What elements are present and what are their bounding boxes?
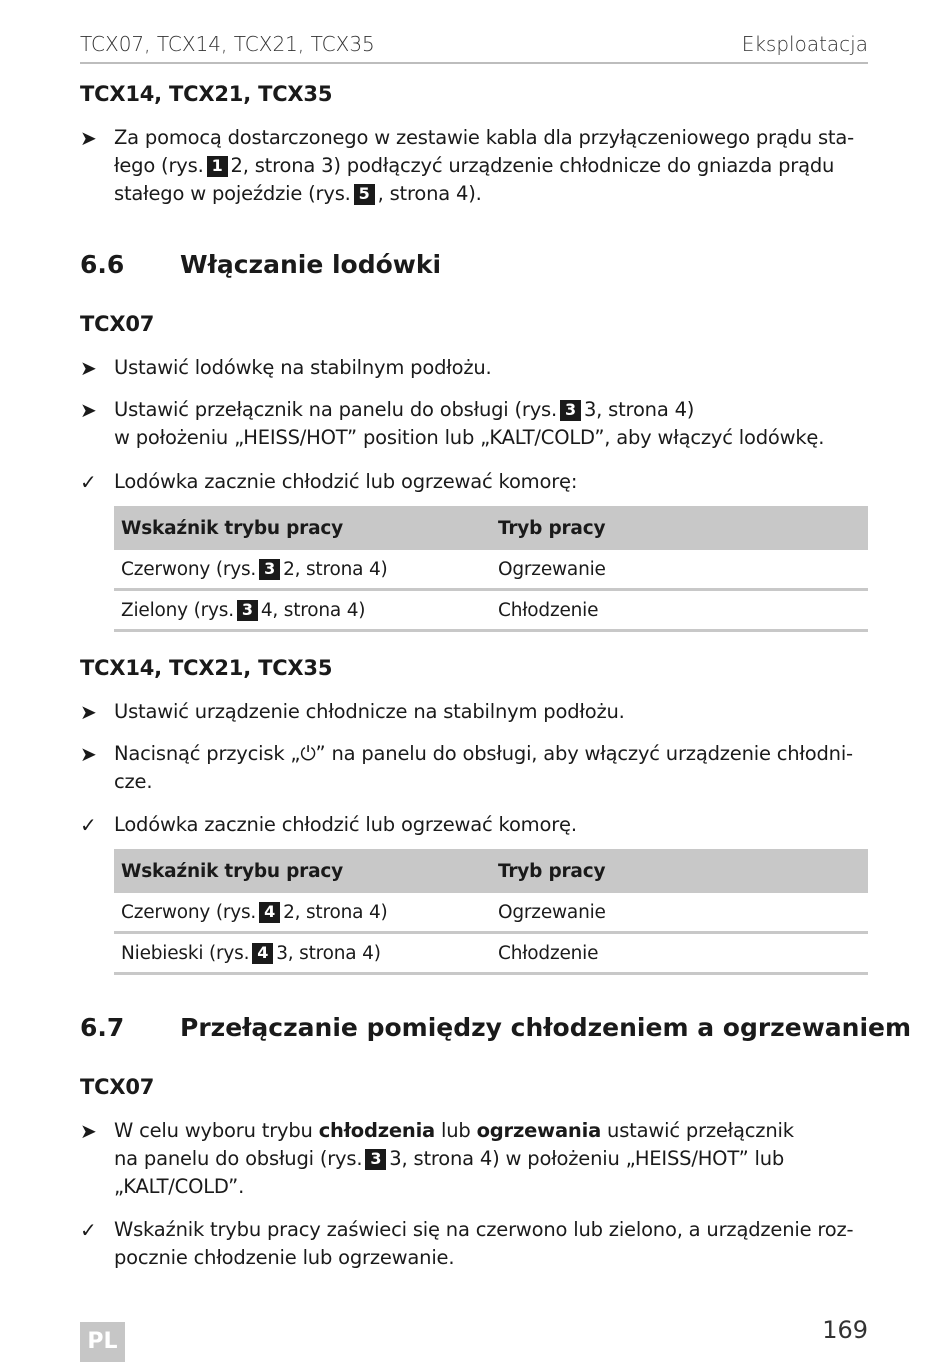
header-rule	[80, 62, 868, 64]
subheading-tcx14: TCX14, TCX21, TCX35	[80, 656, 333, 680]
figure-ref-badge: 3	[365, 1149, 386, 1170]
instruction-line: Nacisnąć przycisk „⏻” na panelu do obsługi, aby włączyć urządzenie chłodni-	[114, 742, 853, 765]
running-header-chapter: Eksploatacja	[741, 32, 868, 56]
section-number: 6.7	[80, 1013, 125, 1042]
instruction-select-mode	[80, 1117, 870, 1201]
table-row	[114, 550, 868, 591]
language-badge: PL	[80, 1322, 125, 1362]
result-cooling-heating: ✓ Lodówka zacznie chłodzić lub ogrzewać komorę:	[80, 470, 578, 494]
arrow-bullet-icon: ➤	[80, 1119, 97, 1143]
figure-ref-badge: 3	[259, 559, 280, 580]
result-cooling-heating-2: ✓ Lodówka zacznie chłodzić lub ogrzewać komorę.	[80, 813, 577, 837]
section-heading-6-6	[80, 250, 441, 279]
table-cell: Chłodzenie	[498, 942, 599, 964]
figure-ref-badge: 4	[252, 943, 273, 964]
figure-ref-badge: 3	[237, 600, 258, 621]
arrow-bullet-icon: ➤	[80, 742, 97, 766]
instruction-line: cze.	[114, 770, 153, 793]
figure-ref-badge: 3	[560, 400, 581, 421]
table-cell: Chłodzenie	[498, 599, 599, 621]
instruction-stable-surface: ➤ Ustawić lodówkę na stabilnym podłożu.	[80, 356, 492, 380]
instruction-line: stałego w pojeździe (rys. 5 , strona 4).	[114, 182, 482, 205]
table-cell: Czerwony (rys. 4 2, strona 4)	[121, 901, 388, 923]
mode-indicator-table-tcx07	[114, 506, 868, 632]
instruction-line: łego (rys. 1 2, strona 3) podłączyć urządzenie chłodnicze do gniazda prądu	[114, 154, 835, 177]
checkmark-icon: ✓	[80, 813, 97, 837]
figure-ref-badge: 4	[259, 902, 280, 923]
table-header-cell: Wskaźnik trybu pracy	[121, 517, 343, 539]
arrow-bullet-icon: ➤	[80, 126, 97, 150]
result-line: pocznie chłodzenie lub ogrzewanie.	[114, 1246, 455, 1269]
section-title: Włączanie lodówki	[180, 250, 442, 279]
arrow-bullet-icon: ➤	[80, 700, 97, 724]
checkmark-icon: ✓	[80, 470, 97, 494]
table-cell: Niebieski (rys. 4 3, strona 4)	[121, 942, 381, 964]
table-header-row	[114, 849, 868, 893]
table-cell: Ogrzewanie	[498, 558, 606, 580]
instruction-press-power	[80, 740, 870, 796]
section-number: 6.6	[80, 250, 125, 279]
table-row	[114, 934, 868, 975]
mode-indicator-table-tcx14	[114, 849, 868, 975]
instruction-line: Za pomocą dostarczonego w zestawie kabla dla przyłączeniowego prądu sta-	[114, 126, 854, 149]
instruction-line: „KALT/COLD”.	[114, 1175, 245, 1198]
arrow-bullet-icon: ➤	[80, 356, 97, 380]
subheading-tcx14-top: TCX14, TCX21, TCX35	[80, 82, 333, 106]
table-cell: Ogrzewanie	[498, 901, 606, 923]
table-header-row	[114, 506, 868, 550]
instruction-connect-dc	[80, 124, 870, 208]
figure-ref-badge: 1	[207, 156, 228, 177]
checkmark-icon: ✓	[80, 1218, 97, 1242]
instruction-line: W celu wyboru trybu chłodzenia lub ogrzewania ustawić przełącznik	[114, 1119, 794, 1142]
result-indicator-lights	[80, 1216, 870, 1272]
instruction-line: na panelu do obsługi (rys. 3 3, strona 4) w położeniu „HEISS/HOT” lub	[114, 1147, 785, 1170]
table-header-cell: Tryb pracy	[498, 517, 606, 539]
table-row	[114, 893, 868, 934]
subheading-tcx07: TCX07	[80, 312, 155, 336]
table-cell: Zielony (rys. 3 4, strona 4)	[121, 599, 366, 621]
page-number: 169	[822, 1316, 868, 1344]
table-header-cell: Tryb pracy	[498, 860, 606, 882]
running-header-models: TCX07, TCX14, TCX21, TCX35	[80, 32, 375, 56]
section-title: Przełączanie pomiędzy chłodzeniem a ogrzewaniem	[180, 1013, 912, 1042]
instruction-line: Ustawić przełącznik na panelu do obsługi (rys. 3 3, strona 4)	[114, 398, 695, 421]
result-line: Wskaźnik trybu pracy zaświeci się na czerwono lub zielono, a urządzenie roz-	[114, 1218, 854, 1241]
arrow-bullet-icon: ➤	[80, 398, 97, 422]
figure-ref-badge: 5	[354, 184, 375, 205]
table-row	[114, 591, 868, 632]
table-cell: Czerwony (rys. 3 2, strona 4)	[121, 558, 388, 580]
subheading-tcx07-2: TCX07	[80, 1075, 155, 1099]
instruction-line: w położeniu „HEISS/HOT” position lub „KALT/COLD”, aby włączyć lodówkę.	[114, 426, 825, 449]
section-heading-6-7	[80, 1013, 911, 1042]
table-header-cell: Wskaźnik trybu pracy	[121, 860, 343, 882]
instruction-stable-surface-device: ➤ Ustawić urządzenie chłodnicze na stabilnym podłożu.	[80, 700, 625, 724]
instruction-set-switch	[80, 396, 870, 452]
